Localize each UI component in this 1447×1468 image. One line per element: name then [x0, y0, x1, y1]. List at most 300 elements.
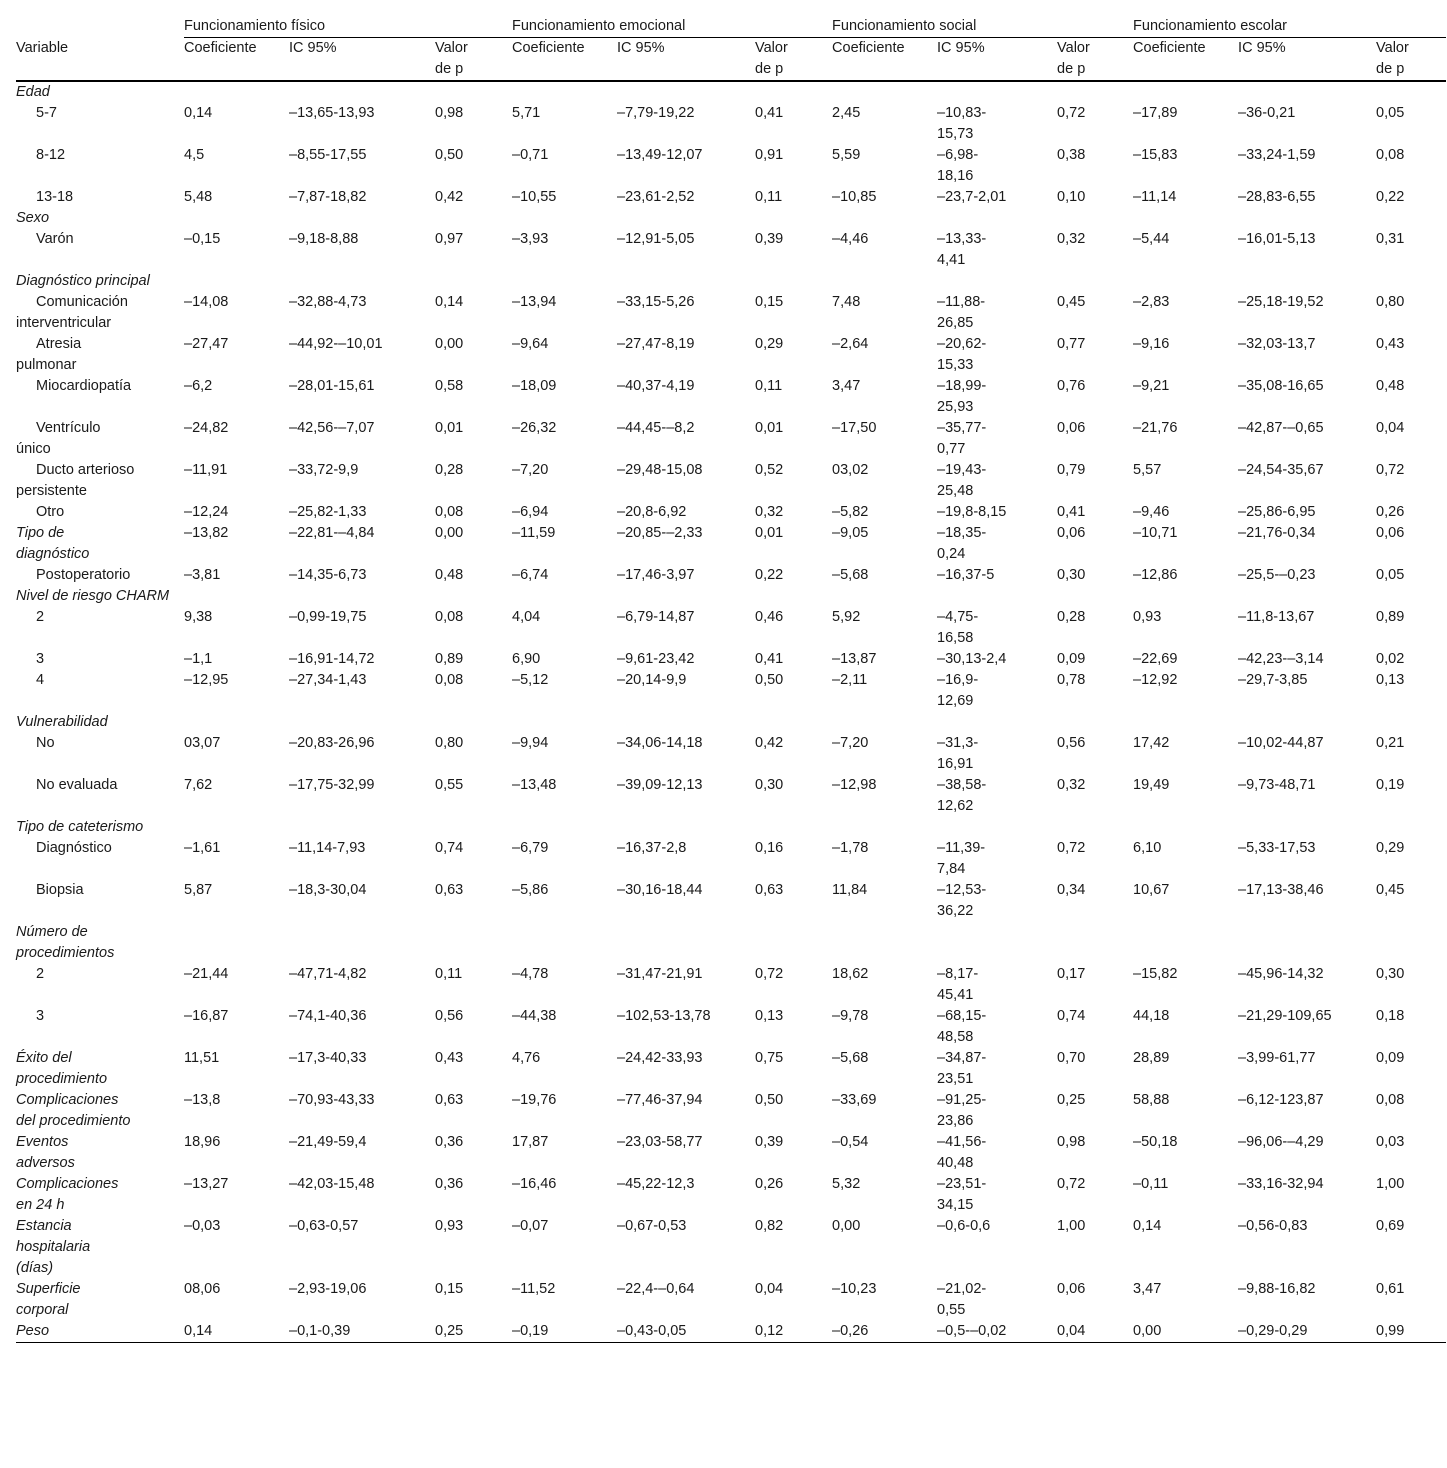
p-cell: [1376, 334, 1446, 376]
coef-cell: [184, 1006, 289, 1048]
ic-cell-text: –21,76-0,34: [1238, 525, 1316, 541]
p-cell: [1057, 103, 1133, 145]
section-filler: [184, 586, 1446, 607]
p-cell-text: 0,32: [755, 504, 784, 520]
p-cell-text: 0,70: [1057, 1050, 1086, 1066]
coef-cell: [512, 964, 617, 1006]
coef-cell: [184, 523, 289, 565]
coef-cell-text: –3,93: [512, 231, 549, 247]
p-cell-text: 1,00: [1376, 1176, 1405, 1192]
p-cell: [755, 376, 832, 418]
header-group-row: [16, 16, 1446, 38]
p-cell-text: 0,15: [435, 1281, 464, 1297]
coef-cell-text: –14,08: [184, 294, 229, 310]
p-cell-text: 0,38: [1057, 147, 1086, 163]
section-row: [16, 586, 1446, 607]
ic-cell-text: –16,37-2,8: [617, 840, 687, 856]
p-cell: [1057, 187, 1133, 208]
ic-cell: [937, 292, 1057, 334]
coef-cell: [184, 565, 289, 586]
p-cell: [435, 1090, 512, 1132]
coef-cell: [184, 376, 289, 418]
ic-cell: [937, 502, 1057, 523]
ic-cell: [1238, 880, 1376, 922]
coef-cell: [1133, 1048, 1238, 1090]
section-filler: [184, 712, 1446, 733]
ic-cell: [1238, 565, 1376, 586]
coef-cell: [832, 460, 937, 502]
header-sub-row: [16, 38, 1446, 82]
row-label: [16, 670, 184, 712]
p-cell: [1376, 565, 1446, 586]
p-cell-text: 0,50: [435, 147, 464, 163]
ic-cell-text: –41,56-40,48: [937, 1134, 987, 1171]
ic-cell: [289, 187, 435, 208]
ic-cell-text: –44,92-–10,01: [289, 336, 383, 352]
p-cell: [755, 607, 832, 649]
row-label: [16, 775, 184, 817]
row-label: [16, 1279, 184, 1321]
ic-cell: [937, 1090, 1057, 1132]
row-label-text: 5-7: [36, 105, 57, 121]
row-label: [16, 607, 184, 649]
ic-cell: [289, 1216, 435, 1279]
p-cell: [1376, 376, 1446, 418]
ic-cell: [289, 1132, 435, 1174]
row-label: [16, 81, 184, 103]
ic-cell-text: –16,01-5,13: [1238, 231, 1316, 247]
ic-cell-text: –2,93-19,06: [289, 1281, 367, 1297]
coef-cell-text: –50,18: [1133, 1134, 1178, 1150]
ic-cell-text: –42,87-–0,65: [1238, 420, 1324, 436]
p-cell-text: 0,04: [755, 1281, 784, 1297]
ic-cell: [937, 733, 1057, 775]
p-cell: [755, 565, 832, 586]
table-row: [16, 607, 1446, 649]
ic-cell: [1238, 229, 1376, 271]
coef-cell: [512, 145, 617, 187]
ic-cell-text: –29,48-15,08: [617, 462, 703, 478]
coef-cell: [832, 1216, 937, 1279]
p-cell: [1057, 418, 1133, 460]
coef-cell-text: 6,10: [1133, 840, 1162, 856]
row-label: [16, 145, 184, 187]
ic-cell: [289, 649, 435, 670]
coef-cell: [184, 145, 289, 187]
p-cell-text: 0,41: [755, 105, 784, 121]
coef-cell-text: –9,16: [1133, 336, 1170, 352]
ic-cell: [617, 1174, 755, 1216]
coef-cell: [512, 460, 617, 502]
coef-cell-text: –12,95: [184, 672, 229, 688]
p-cell-text: 0,74: [435, 840, 464, 856]
coef-cell: [184, 880, 289, 922]
coef-cell-text: –18,09: [512, 378, 557, 394]
ic-cell-text: –68,15-48,58: [937, 1008, 987, 1045]
p-cell-text: 0,04: [1057, 1323, 1086, 1339]
p-cell: [435, 607, 512, 649]
ic-cell-text: –6,98-18,16: [937, 147, 979, 184]
coef-cell: [1133, 1006, 1238, 1048]
table-row: [16, 775, 1446, 817]
row-label: [16, 649, 184, 670]
p-cell: [1376, 460, 1446, 502]
ic-cell-text: –17,75-32,99: [289, 777, 375, 793]
p-cell-text: 0,43: [1376, 336, 1405, 352]
row-label: [16, 922, 184, 964]
ic-cell-text: –3,99-61,77: [1238, 1050, 1316, 1066]
header-blank: [16, 16, 184, 38]
coef-cell: [1133, 292, 1238, 334]
row-label-text: Peso: [16, 1323, 50, 1339]
p-cell: [755, 733, 832, 775]
coef-cell-text: 0,93: [1133, 609, 1162, 625]
coef-cell-text: –13,27: [184, 1176, 229, 1192]
coef-cell-text: –0,71: [512, 147, 549, 163]
coef-cell: [832, 838, 937, 880]
coef-cell-text: 5,57: [1133, 462, 1162, 478]
p-cell: [435, 103, 512, 145]
ic-cell-text: –0,5-–0,02: [937, 1323, 1007, 1339]
ic-cell: [617, 460, 755, 502]
p-cell-text: 0,36: [435, 1176, 464, 1192]
p-cell: [1057, 502, 1133, 523]
ic-cell-text: –17,13-38,46: [1238, 882, 1324, 898]
ic-cell-text: –18,99-25,93: [937, 378, 987, 415]
coef-cell: [832, 103, 937, 145]
ic-cell: [937, 145, 1057, 187]
table-row: [16, 1279, 1446, 1321]
ic-cell-text: –34,87-23,51: [937, 1050, 987, 1087]
coef-cell-text: –27,47: [184, 336, 229, 352]
coef-cell-text: –1,1: [184, 651, 213, 667]
p-cell: [1376, 502, 1446, 523]
p-cell: [1376, 418, 1446, 460]
p-cell-text: 0,08: [435, 672, 464, 688]
coef-cell: [832, 649, 937, 670]
coef-cell: [832, 1090, 937, 1132]
p-cell-text: 0,74: [1057, 1008, 1086, 1024]
ic-header: IC 95%: [1238, 38, 1376, 82]
p-cell-text: 0,45: [1057, 294, 1086, 310]
p-cell-text: 0,41: [755, 651, 784, 667]
coef-cell-text: –7,20: [512, 462, 549, 478]
coef-cell-text: 3,47: [1133, 1281, 1162, 1297]
p-cell: [435, 229, 512, 271]
p-cell-text: 0,97: [435, 231, 464, 247]
p-cell-text: 0,72: [1057, 1176, 1086, 1192]
p-cell-text: 0,22: [755, 567, 784, 583]
p-cell: [1376, 607, 1446, 649]
p-cell: [435, 502, 512, 523]
p-cell-text: 0,32: [1057, 777, 1086, 793]
p-cell: [435, 775, 512, 817]
row-label-text: 3: [36, 651, 45, 667]
ic-cell-text: –19,8-8,15: [937, 504, 1007, 520]
coef-cell: [1133, 502, 1238, 523]
p-cell-text: 0,26: [755, 1176, 784, 1192]
coef-cell-text: –24,82: [184, 420, 229, 436]
row-label: [16, 586, 184, 607]
ic-cell-text: –0,67-0,53: [617, 1218, 687, 1234]
coef-cell: [184, 1279, 289, 1321]
coef-cell: [1133, 1090, 1238, 1132]
row-label: [16, 502, 184, 523]
ic-cell: [617, 838, 755, 880]
ic-cell-text: –9,18-8,88: [289, 231, 359, 247]
p-cell: [755, 1090, 832, 1132]
coef-cell: [832, 1048, 937, 1090]
ic-cell-text: –36-0,21: [1238, 105, 1296, 121]
ic-cell-text: –23,03-58,77: [617, 1134, 703, 1150]
ic-cell: [617, 733, 755, 775]
ic-cell: [1238, 187, 1376, 208]
p-cell-text: 0,48: [1376, 378, 1405, 394]
ic-cell-text: –27,34-1,43: [289, 672, 367, 688]
ic-cell-text: –8,55-17,55: [289, 147, 367, 163]
ic-cell-text: –70,93-43,33: [289, 1092, 375, 1108]
p-cell: [755, 964, 832, 1006]
coef-cell-text: 7,48: [832, 294, 861, 310]
row-label: [16, 964, 184, 1006]
coef-cell-text: 5,71: [512, 105, 541, 121]
ic-cell: [937, 880, 1057, 922]
coef-cell-text: 0,00: [832, 1218, 861, 1234]
p-cell-text: 0,15: [755, 294, 784, 310]
p-cell-text: 0,06: [1057, 420, 1086, 436]
coef-cell-text: 7,62: [184, 777, 213, 793]
ic-cell-text: –91,25-23,86: [937, 1092, 987, 1129]
coef-cell-text: 18,62: [832, 966, 869, 982]
ic-cell-text: –28,01-15,61: [289, 378, 375, 394]
p-cell: [755, 1321, 832, 1343]
ic-cell: [1238, 649, 1376, 670]
coef-cell-text: –2,64: [832, 336, 869, 352]
ic-cell-text: –24,42-33,93: [617, 1050, 703, 1066]
coef-cell-text: 5,59: [832, 147, 861, 163]
ic-cell-text: –20,62-15,33: [937, 336, 987, 373]
ic-cell: [1238, 418, 1376, 460]
p-cell: [1376, 1279, 1446, 1321]
p-cell-text: 1,00: [1057, 1218, 1086, 1234]
p-cell-text: 0,00: [435, 525, 464, 541]
ic-cell: [1238, 607, 1376, 649]
coef-cell: [1133, 523, 1238, 565]
coef-cell-text: –13,87: [832, 651, 877, 667]
ic-cell: [617, 670, 755, 712]
p-cell: [1057, 1048, 1133, 1090]
ic-cell: [289, 103, 435, 145]
coef-cell: [184, 1132, 289, 1174]
ic-cell-text: –18,3-30,04: [289, 882, 367, 898]
p-cell-text: 0,76: [1057, 378, 1086, 394]
coef-cell: [832, 964, 937, 1006]
ic-cell: [617, 649, 755, 670]
coef-cell: [1133, 838, 1238, 880]
coef-cell-text: –19,76: [512, 1092, 557, 1108]
ic-cell: [1238, 103, 1376, 145]
ic-cell-text: –16,9-12,69: [937, 672, 979, 709]
p-cell: [1376, 1048, 1446, 1090]
p-cell: [1057, 376, 1133, 418]
p-cell: [1057, 460, 1133, 502]
p-cell: [1057, 565, 1133, 586]
ic-cell-text: –6,79-14,87: [617, 609, 695, 625]
ic-cell-text: –0,63-0,57: [289, 1218, 359, 1234]
p-cell: [755, 502, 832, 523]
p-cell-text: 0,82: [755, 1218, 784, 1234]
coef-cell-text: –0,11: [1133, 1176, 1169, 1192]
coef-cell-text: –0,15: [184, 231, 221, 247]
ic-cell-text: –33,16-32,94: [1238, 1176, 1324, 1192]
table-row: [16, 229, 1446, 271]
ic-cell: [617, 1321, 755, 1343]
p-cell: [1376, 649, 1446, 670]
ic-cell-text: –42,56-–7,07: [289, 420, 375, 436]
ic-cell: [289, 880, 435, 922]
p-cell: [755, 1216, 832, 1279]
ic-cell: [937, 1048, 1057, 1090]
p-header: Valor de p: [1376, 38, 1446, 82]
ic-cell: [617, 565, 755, 586]
coef-cell: [832, 1006, 937, 1048]
table-row: [16, 418, 1446, 460]
p-cell-text: 0,01: [755, 420, 784, 436]
p-cell-text: 0,30: [1057, 567, 1086, 583]
p-cell-text: 0,19: [1376, 777, 1405, 793]
p-cell-text: 0,36: [435, 1134, 464, 1150]
p-cell: [1057, 1279, 1133, 1321]
p-cell-text: 0,13: [1376, 672, 1405, 688]
ic-cell-text: –45,96-14,32: [1238, 966, 1324, 982]
p-cell-text: 0,72: [1057, 105, 1086, 121]
p-cell-text: 0,22: [1376, 189, 1405, 205]
coef-cell: [1133, 1174, 1238, 1216]
p-cell-text: 0,61: [1376, 1281, 1405, 1297]
row-label-text: Complicaciones en 24 h: [16, 1176, 119, 1213]
coef-cell-text: –6,2: [184, 378, 213, 394]
p-cell: [435, 1321, 512, 1343]
ic-cell: [937, 838, 1057, 880]
ic-cell: [289, 670, 435, 712]
coef-cell: [512, 649, 617, 670]
coef-cell-text: 9,38: [184, 609, 213, 625]
section-filler: [184, 81, 1446, 103]
ic-cell-text: –13,65-13,93: [289, 105, 375, 121]
ic-cell: [1238, 838, 1376, 880]
coef-cell: [832, 565, 937, 586]
ic-cell: [937, 565, 1057, 586]
ic-cell-text: –30,16-18,44: [617, 882, 703, 898]
coef-cell-text: –13,48: [512, 777, 557, 793]
coef-cell: [184, 187, 289, 208]
row-label-text: Ventrículo único: [16, 420, 101, 457]
p-cell-text: 0,55: [435, 777, 464, 793]
coef-cell-text: 0,14: [1133, 1218, 1162, 1234]
ic-cell-text: –11,8-13,67: [1238, 609, 1315, 625]
ic-cell-text: –16,91-14,72: [289, 651, 375, 667]
coef-cell: [1133, 1279, 1238, 1321]
ic-cell: [617, 880, 755, 922]
coef-cell: [1133, 418, 1238, 460]
row-label-text: 3: [36, 1008, 45, 1024]
p-cell-text: 0,89: [1376, 609, 1405, 625]
ic-cell-text: –21,02-0,55: [937, 1281, 987, 1318]
row-label-text: Biopsia: [36, 882, 84, 898]
coef-cell: [184, 775, 289, 817]
coef-cell: [512, 607, 617, 649]
row-label-text: Éxito del procedimiento: [16, 1050, 108, 1087]
section-filler: [184, 922, 1446, 964]
ic-cell-text: –77,46-37,94: [617, 1092, 703, 1108]
coef-cell: [512, 1006, 617, 1048]
coef-cell-text: 3,47: [832, 378, 861, 394]
p-cell-text: 0,75: [755, 1050, 784, 1066]
coef-cell-text: –16,87: [184, 1008, 229, 1024]
coef-cell: [184, 1048, 289, 1090]
coef-cell-text: –5,68: [832, 1050, 869, 1066]
ic-cell-text: –27,47-8,19: [617, 336, 695, 352]
ic-cell: [617, 187, 755, 208]
p-cell: [1057, 334, 1133, 376]
coef-cell-text: 0,14: [184, 1323, 213, 1339]
p-cell-text: 0,09: [1376, 1050, 1405, 1066]
ic-cell-text: –31,47-21,91: [617, 966, 703, 982]
p-cell: [755, 1132, 832, 1174]
row-label: [16, 271, 184, 292]
ic-cell-text: –34,06-14,18: [617, 735, 703, 751]
p-cell-text: 0,17: [1057, 966, 1086, 982]
row-label-text: Otro: [36, 504, 65, 520]
coef-header: Coeficiente: [512, 38, 617, 82]
p-cell-text: 0,13: [755, 1008, 784, 1024]
row-label-text: Estancia hospitalaria (días): [16, 1218, 91, 1276]
ic-cell-text: –4,75-16,58: [937, 609, 979, 646]
coef-cell: [1133, 229, 1238, 271]
p-cell-text: 0,30: [1376, 966, 1405, 982]
p-cell-text: 0,50: [755, 672, 784, 688]
p-cell-text: 0,01: [755, 525, 784, 541]
coef-cell: [1133, 103, 1238, 145]
coef-cell-text: –5,82: [832, 504, 869, 520]
ic-cell: [289, 733, 435, 775]
ic-cell: [1238, 292, 1376, 334]
coef-cell: [184, 964, 289, 1006]
p-cell-text: 0,06: [1376, 525, 1405, 541]
p-cell: [1057, 964, 1133, 1006]
row-label-text: Número de procedimientos: [16, 924, 115, 961]
table-row: [16, 376, 1446, 418]
ic-cell: [617, 145, 755, 187]
row-label-text: Nivel de riesgo CHARM: [16, 588, 170, 604]
ic-cell: [289, 145, 435, 187]
ic-cell-text: –44,45-–8,2: [617, 420, 695, 436]
coef-cell: [832, 229, 937, 271]
coef-cell-text: –16,46: [512, 1176, 557, 1192]
ic-cell-text: –18,35-0,24: [937, 525, 987, 562]
table-row: [16, 292, 1446, 334]
ic-cell: [617, 1279, 755, 1321]
coef-cell-text: 03,02: [832, 462, 869, 478]
table-row: [16, 460, 1446, 502]
p-cell: [1376, 229, 1446, 271]
coef-cell: [512, 1132, 617, 1174]
coef-cell: [184, 1321, 289, 1343]
p-cell-text: 0,11: [755, 378, 783, 394]
ic-cell: [937, 523, 1057, 565]
section-row: [16, 208, 1446, 229]
coef-cell: [512, 1279, 617, 1321]
